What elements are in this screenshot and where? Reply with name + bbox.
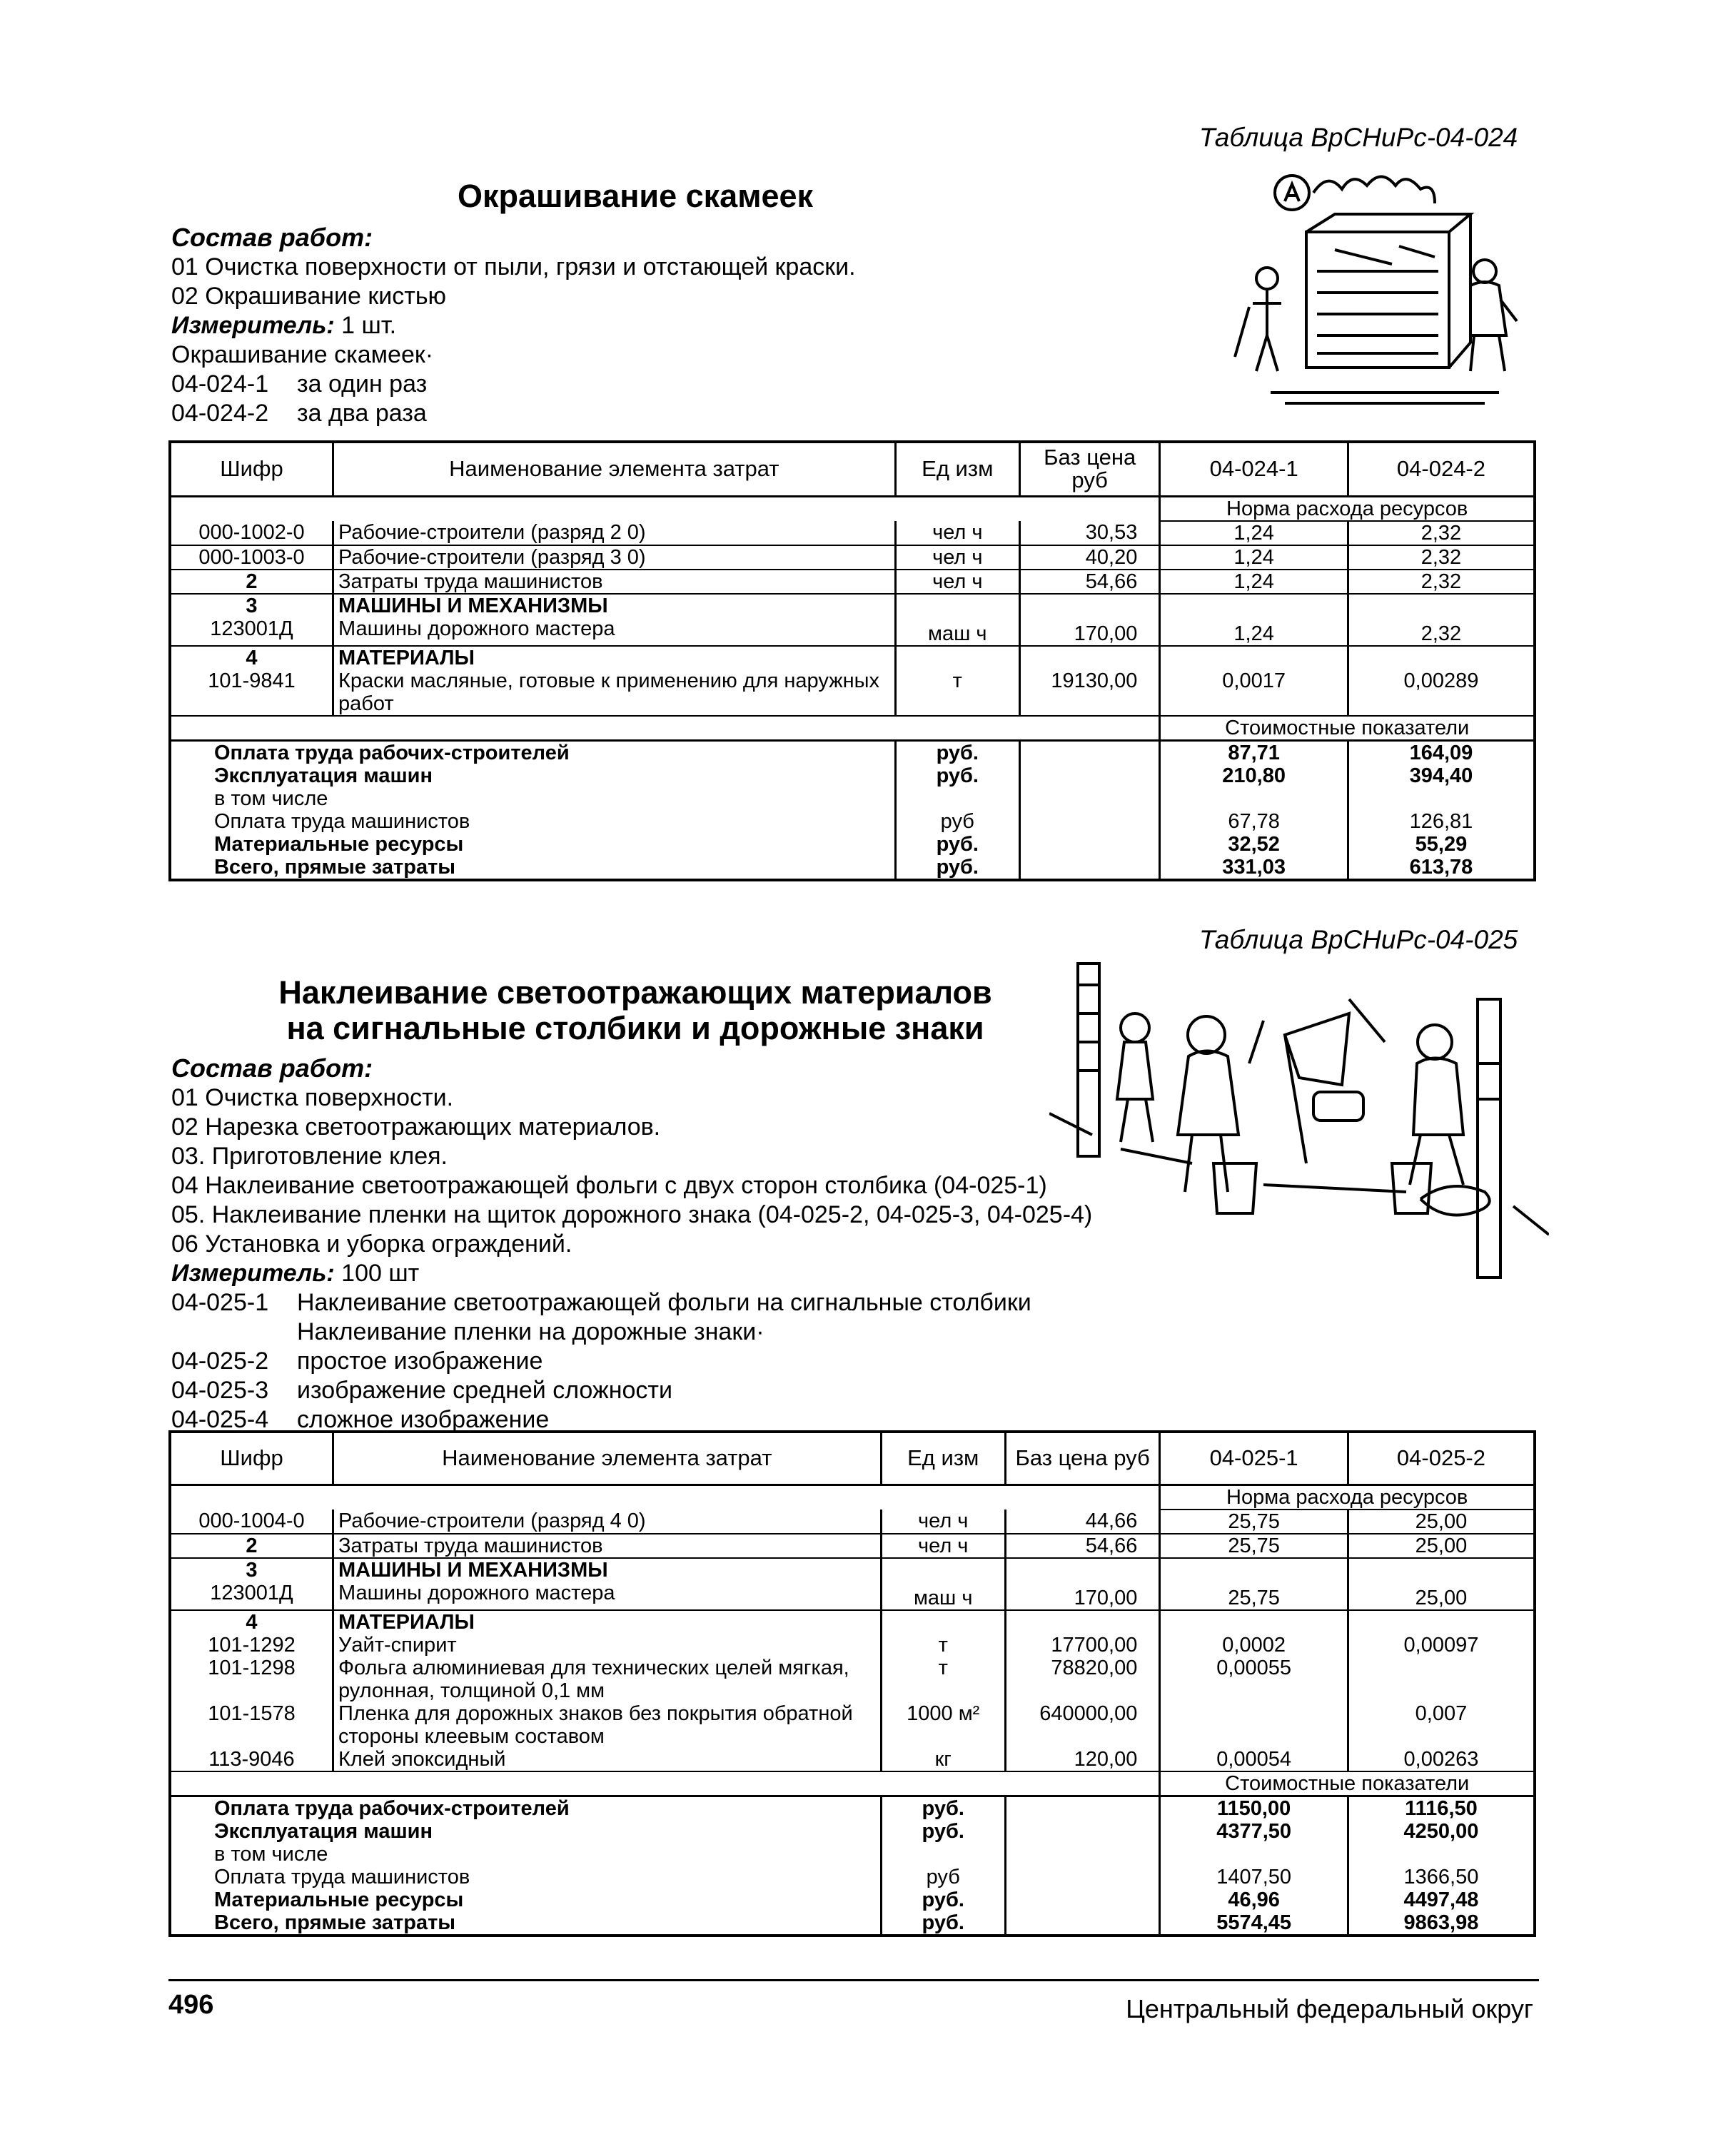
cell-name: Эксплуатация машин <box>170 764 895 787</box>
empty-cell <box>1019 856 1159 880</box>
cell-price: 54,66 <box>1019 570 1159 594</box>
cell-code: 000-1003-0 <box>170 545 333 570</box>
cell-unit: чел ч <box>895 545 1019 570</box>
header-col1: 04-025-1 <box>1160 1432 1348 1485</box>
variant-code: 04-025-4 <box>171 1406 269 1433</box>
cell-code: 101-1298 <box>170 1657 333 1702</box>
cell-v2: 2,32 <box>1348 521 1535 545</box>
empty-cell <box>1160 594 1348 617</box>
norm-caption: Норма расхода ресурсов <box>1160 1485 1535 1510</box>
cost-caption: Стоимостные показатели <box>1160 716 1535 741</box>
variant-text: Наклеивание пленки на дорожные знаки· <box>297 1318 764 1345</box>
header-code: Шифр <box>170 442 333 496</box>
empty-cell <box>881 1558 1005 1582</box>
norm-caption-row <box>170 496 1535 521</box>
cell-unit: руб. <box>895 856 1019 880</box>
empty-cell <box>881 1610 1005 1634</box>
cell-v1: 1,24 <box>1160 570 1348 594</box>
cell-v1: 67,78 <box>1160 810 1348 833</box>
cell-name: Клей эпоксидный <box>333 1748 881 1771</box>
cell-price: 54,66 <box>1005 1534 1159 1558</box>
empty-cell <box>1160 1610 1348 1634</box>
meter-value: 1 шт. <box>334 312 397 339</box>
cell-unit: т <box>881 1634 1005 1657</box>
norm-caption: Норма расхода ресурсов <box>1160 496 1535 521</box>
cell-name: Машины дорожного мастера <box>333 1582 881 1610</box>
cell-v2: 1366,50 <box>1403 1865 1479 1888</box>
cell-v2: 25,00 <box>1348 1534 1535 1558</box>
summary-row <box>170 740 1535 764</box>
cell-v2: 0,00289 <box>1403 669 1479 692</box>
empty-cell <box>1019 787 1159 810</box>
cell-unit: руб. <box>895 740 1019 764</box>
cell-code: 000-1002-0 <box>170 521 333 545</box>
empty-cell <box>170 1485 1160 1510</box>
cell-code: 123001Д <box>170 617 333 646</box>
empty-cell <box>881 1843 1005 1866</box>
cell-unit: руб <box>881 1866 1005 1888</box>
cell-v2 <box>1348 1657 1535 1702</box>
cell-name: Затраты труда машинистов <box>333 570 895 594</box>
cell-price: 44,66 <box>1005 1510 1159 1534</box>
variant-text: сложное изображение <box>297 1406 550 1433</box>
cell-v1: 1407,50 <box>1160 1866 1348 1888</box>
footer-rule <box>168 1979 1539 1981</box>
cell-v1: 1,24 <box>1160 545 1348 570</box>
table-row <box>170 1534 1535 1558</box>
header-price: Баз цена руб <box>1005 1432 1159 1485</box>
table-row <box>170 570 1535 594</box>
composition-label: Состав работ: <box>171 1053 373 1083</box>
empty-cell <box>1348 594 1535 617</box>
cell-unit: чел ч <box>895 521 1019 545</box>
cell-v1: 25,75 <box>1160 1534 1348 1558</box>
variant-code: 04-025-1 <box>171 1289 269 1316</box>
empty-cell <box>895 787 1019 810</box>
cell-unit: чел ч <box>881 1534 1005 1558</box>
cell-name: Материальные ресурсы <box>170 833 895 856</box>
cell-name: в том числе <box>170 1843 881 1866</box>
cell-price: 170,00 <box>1019 617 1159 646</box>
cell-v1: 331,03 <box>1160 856 1348 880</box>
variant-text: изображение средней сложности <box>297 1377 672 1404</box>
cell-code: 101-1292 <box>170 1634 333 1657</box>
table-row <box>170 617 1535 646</box>
cell-v1: 210,80 <box>1160 764 1348 787</box>
cell-name: МАШИНЫ И МЕХАНИЗМЫ <box>333 594 895 617</box>
section-title-2 <box>228 975 1042 1046</box>
summary-row <box>170 787 1535 810</box>
meter-value: 100 шт <box>334 1260 420 1287</box>
cell-unit: руб. <box>881 1911 1005 1936</box>
bench-painting-illustration <box>1228 164 1535 421</box>
cell-v2: 126,81 <box>1409 809 1473 833</box>
cell-name: в том числе <box>170 787 895 810</box>
cell-name: Краски масляные, готовые к применению для наружных работ <box>333 669 895 716</box>
table-row <box>170 545 1535 570</box>
cell-code: 3 <box>170 594 333 617</box>
empty-cell <box>1019 833 1159 856</box>
cell-price: 40,20 <box>1019 545 1159 570</box>
cell-name: Материальные ресурсы <box>170 1888 881 1911</box>
cell-code: 000-1004-0 <box>170 1510 333 1534</box>
cell-code: 2 <box>170 570 333 594</box>
cell-v1: 25,75 <box>1160 1510 1348 1534</box>
table-label-2: Таблица ВрСНиРс-04-025 <box>1199 925 1518 954</box>
district-name: Центральный федеральный округ <box>1126 1994 1533 2023</box>
header-col2: 04-025-2 <box>1348 1432 1535 1485</box>
cell-v1: 46,96 <box>1160 1888 1348 1911</box>
cell-unit: кг <box>881 1748 1005 1771</box>
cell-v2: 394,40 <box>1409 764 1473 787</box>
empty-cell <box>1160 787 1348 810</box>
cell-name: Оплата труда рабочих-строителей <box>170 740 895 764</box>
section-title-1: Окрашивание скамеек <box>457 178 814 214</box>
cell-name: Оплата труда машинистов <box>170 810 895 833</box>
header-unit: Ед изм <box>881 1432 1005 1485</box>
work-item: 01 Очистка поверхности от пыли, грязи и отстающей краски. <box>171 253 856 280</box>
meter-label: Измеритель: <box>171 312 335 339</box>
summary-row <box>170 1866 1535 1888</box>
summary-row <box>170 1911 1535 1936</box>
cell-name: Машины дорожного мастера <box>333 617 895 646</box>
table-header-row <box>170 442 1535 496</box>
work-item: 02 Окрашивание кистью <box>171 283 447 310</box>
empty-cell <box>1005 1911 1159 1936</box>
empty-cell <box>1160 1558 1348 1582</box>
cell-unit: руб. <box>881 1888 1005 1911</box>
cell-name: Эксплуатация машин <box>170 1820 881 1843</box>
header-name: Наименование элемента затрат <box>333 1432 881 1485</box>
empty-cell <box>1348 1843 1535 1866</box>
cell-unit: руб. <box>895 833 1019 856</box>
header-unit: Ед изм <box>895 442 1019 496</box>
table-row <box>170 594 1535 617</box>
cell-name: Оплата труда машинистов <box>170 1866 881 1888</box>
cell-code: 101-9841 <box>170 669 333 716</box>
cell-code: 123001Д <box>170 1582 333 1610</box>
cell-v1: 1150,00 <box>1160 1796 1348 1820</box>
empty-cell <box>1005 1820 1159 1843</box>
cell-v2: 4250,00 <box>1403 1819 1479 1843</box>
summary-row <box>170 764 1535 787</box>
cost-table-2 <box>168 1430 1536 1937</box>
cell-v2: 0,00263 <box>1348 1748 1535 1771</box>
variant-text: Наклеивание светоотражающей фольги на сигнальные столбики <box>297 1289 1031 1316</box>
summary-row <box>170 1820 1535 1843</box>
cell-v2: 9863,98 <box>1403 1911 1479 1934</box>
header-price: Баз цена руб <box>1019 442 1159 496</box>
cell-v1 <box>1160 1702 1348 1748</box>
table-header-row <box>170 1432 1535 1485</box>
empty-cell <box>1005 1796 1159 1820</box>
empty-cell <box>895 594 1019 617</box>
cell-code: 113-9046 <box>170 1748 333 1771</box>
cell-v1: 0,0017 <box>1160 669 1348 716</box>
empty-cell <box>1160 646 1348 669</box>
empty-cell <box>1019 646 1159 669</box>
summary-row <box>170 1843 1535 1866</box>
empty-cell <box>1348 787 1535 810</box>
table-row <box>170 1748 1535 1771</box>
cell-v1: 1,24 <box>1160 617 1348 646</box>
summary-row <box>170 810 1535 833</box>
cell-price: 120,00 <box>1005 1748 1159 1771</box>
cell-unit: т <box>895 669 1019 716</box>
cell-unit: руб. <box>881 1820 1005 1843</box>
cell-v1: 32,52 <box>1160 833 1348 856</box>
empty-cell <box>1019 764 1159 787</box>
variant-code: 04-024-1 <box>171 370 269 398</box>
cell-name: Фольга алюминиевая для технических целей мягкая, рулонная, толщиной 0,1 мм <box>333 1657 881 1702</box>
cell-name: МАШИНЫ И МЕХАНИЗМЫ <box>333 1558 881 1582</box>
cell-v2: 2,32 <box>1348 617 1535 646</box>
summary-row <box>170 1796 1535 1820</box>
header-col1: 04-024-1 <box>1160 442 1348 496</box>
cell-price: 78820,00 <box>1005 1657 1159 1702</box>
empty-cell <box>170 1771 1160 1796</box>
table-row <box>170 646 1535 669</box>
cell-price: 19130,00 <box>1019 669 1159 716</box>
cell-v2: 1116,50 <box>1405 1796 1478 1820</box>
variant-code: 04-025-3 <box>171 1377 269 1404</box>
empty-cell <box>1160 1843 1348 1866</box>
cell-unit: маш ч <box>881 1582 1005 1610</box>
cell-code: 2 <box>170 1534 333 1558</box>
work-item: 02 Нарезка светоотражающих материалов. <box>171 1113 661 1141</box>
workers-illustration <box>1049 956 1549 1292</box>
variant-text: за два раза <box>297 400 427 427</box>
cell-v1: 0,0002 <box>1160 1634 1348 1657</box>
page-number: 496 <box>168 1990 214 2020</box>
cell-name: Всего, прямые затраты <box>170 1911 881 1936</box>
variant-text: за один раз <box>297 370 428 398</box>
work-item: 05. Наклеивание пленки на щиток дорожного знака (04-025-2, 04-025-3, 04-025-4) <box>171 1201 1093 1228</box>
meter-label: Измеритель: <box>171 1260 335 1287</box>
table-row <box>170 521 1535 545</box>
empty-cell <box>1019 810 1159 833</box>
table-row <box>170 1610 1535 1634</box>
cell-unit: руб <box>895 810 1019 833</box>
variant-code: 04-024-2 <box>171 400 269 427</box>
table-row <box>170 1510 1535 1534</box>
cell-code: 101-1578 <box>170 1702 333 1748</box>
empty-cell <box>1019 594 1159 617</box>
cell-name: Затраты труда машинистов <box>333 1534 881 1558</box>
summary-row <box>170 833 1535 856</box>
section-2-text <box>171 1053 1092 1435</box>
empty-cell <box>1348 646 1535 669</box>
table-row <box>170 1582 1535 1610</box>
table-row <box>170 1634 1535 1657</box>
empty-cell <box>1005 1866 1159 1888</box>
work-item: 06 Установка и уборка ограждений. <box>171 1230 572 1258</box>
table-row <box>170 1702 1535 1748</box>
empty-cell <box>1348 1558 1535 1582</box>
cell-v2: 0,007 <box>1415 1701 1468 1725</box>
summary-row <box>170 1888 1535 1911</box>
cost-caption-row <box>170 716 1535 741</box>
cell-price: 17700,00 <box>1005 1634 1159 1657</box>
header-code: Шифр <box>170 1432 333 1485</box>
section-1-text <box>171 223 856 428</box>
cell-name: Оплата труда рабочих-строителей <box>170 1796 881 1820</box>
work-item: 01 Очистка поверхности. <box>171 1084 454 1111</box>
cost-caption: Стоимостные показатели <box>1160 1771 1535 1796</box>
section-title-2-line1: Наклеивание светоотражающих материалов <box>278 974 992 1011</box>
variant-text: простое изображение <box>297 1347 543 1375</box>
cell-v1: 87,71 <box>1160 740 1348 764</box>
cell-price: 30,53 <box>1019 521 1159 545</box>
cell-name: Пленка для дорожных знаков без покрытия обратной стороны клеевым составом <box>333 1702 881 1748</box>
table-row <box>170 669 1535 716</box>
table-row <box>170 1657 1535 1702</box>
cell-unit: т <box>881 1657 1005 1702</box>
cell-v2: 25,00 <box>1348 1510 1535 1534</box>
cell-v1: 0,00055 <box>1160 1657 1348 1702</box>
cell-v2: 4497,48 <box>1403 1888 1479 1911</box>
cell-v2: 55,29 <box>1415 832 1468 856</box>
cell-name: МАТЕРИАЛЫ <box>333 646 895 669</box>
cell-unit: руб. <box>881 1796 1005 1820</box>
cell-v1: 4377,50 <box>1160 1820 1348 1843</box>
cell-v2: 25,00 <box>1348 1582 1535 1610</box>
work-item: 03. Приготовление клея. <box>171 1143 448 1170</box>
cell-v2: 2,32 <box>1348 545 1535 570</box>
cell-unit: чел ч <box>895 570 1019 594</box>
cell-name: Рабочие-строители (разряд 3 0) <box>333 545 895 570</box>
cell-unit: чел ч <box>881 1510 1005 1534</box>
variants-intro: Окрашивание скамеек· <box>171 341 434 368</box>
cell-v1: 25,75 <box>1160 1582 1348 1610</box>
cell-code: 4 <box>170 1610 333 1634</box>
cell-v1: 1,24 <box>1160 521 1348 545</box>
cell-v1: 0,00054 <box>1160 1748 1348 1771</box>
cell-name: Рабочие-строители (разряд 2 0) <box>333 521 895 545</box>
cell-unit: руб. <box>895 764 1019 787</box>
work-item: 04 Наклеивание светоотражающей фольги с двух сторон столбика (04-025-1) <box>171 1172 1047 1199</box>
cell-price: 170,00 <box>1005 1582 1159 1610</box>
cell-code: 4 <box>170 646 333 669</box>
empty-cell <box>1348 1610 1535 1634</box>
cell-unit: маш ч <box>895 617 1019 646</box>
cost-table-1 <box>168 440 1536 881</box>
empty-cell <box>1005 1888 1159 1911</box>
composition-label: Состав работ: <box>171 223 373 252</box>
summary-row <box>170 856 1535 880</box>
header-col2: 04-024-2 <box>1348 442 1535 496</box>
empty-cell <box>1005 1610 1159 1634</box>
variant-code: 04-025-2 <box>171 1347 269 1375</box>
cell-v2: 2,32 <box>1348 570 1535 594</box>
cell-name: Рабочие-строители (разряд 4 0) <box>333 1510 881 1534</box>
empty-cell <box>1005 1843 1159 1866</box>
cell-v2: 0,00097 <box>1403 1633 1479 1657</box>
section-title-2-line2: на сигнальные столбики и дорожные знаки <box>286 1010 984 1046</box>
table-row <box>170 1558 1535 1582</box>
header-name: Наименование элемента затрат <box>333 442 895 496</box>
empty-cell <box>170 716 1160 741</box>
empty-cell <box>170 496 1160 521</box>
cell-name: МАТЕРИАЛЫ <box>333 1610 881 1634</box>
cost-caption-row <box>170 1771 1535 1796</box>
cell-unit: 1000 м² <box>881 1702 1005 1748</box>
norm-caption-row <box>170 1485 1535 1510</box>
table-label-1: Таблица ВрСНиРс-04-024 <box>1199 123 1518 152</box>
cell-v2: 613,78 <box>1409 855 1473 879</box>
cell-price: 640000,00 <box>1005 1702 1159 1748</box>
cell-name: Уайт-спирит <box>333 1634 881 1657</box>
cell-code: 3 <box>170 1558 333 1582</box>
empty-cell <box>1005 1558 1159 1582</box>
cell-v1: 5574,45 <box>1160 1911 1348 1936</box>
cell-v2: 164,09 <box>1409 741 1473 764</box>
empty-cell <box>1019 740 1159 764</box>
cell-name: Всего, прямые затраты <box>170 856 895 880</box>
empty-cell <box>895 646 1019 669</box>
